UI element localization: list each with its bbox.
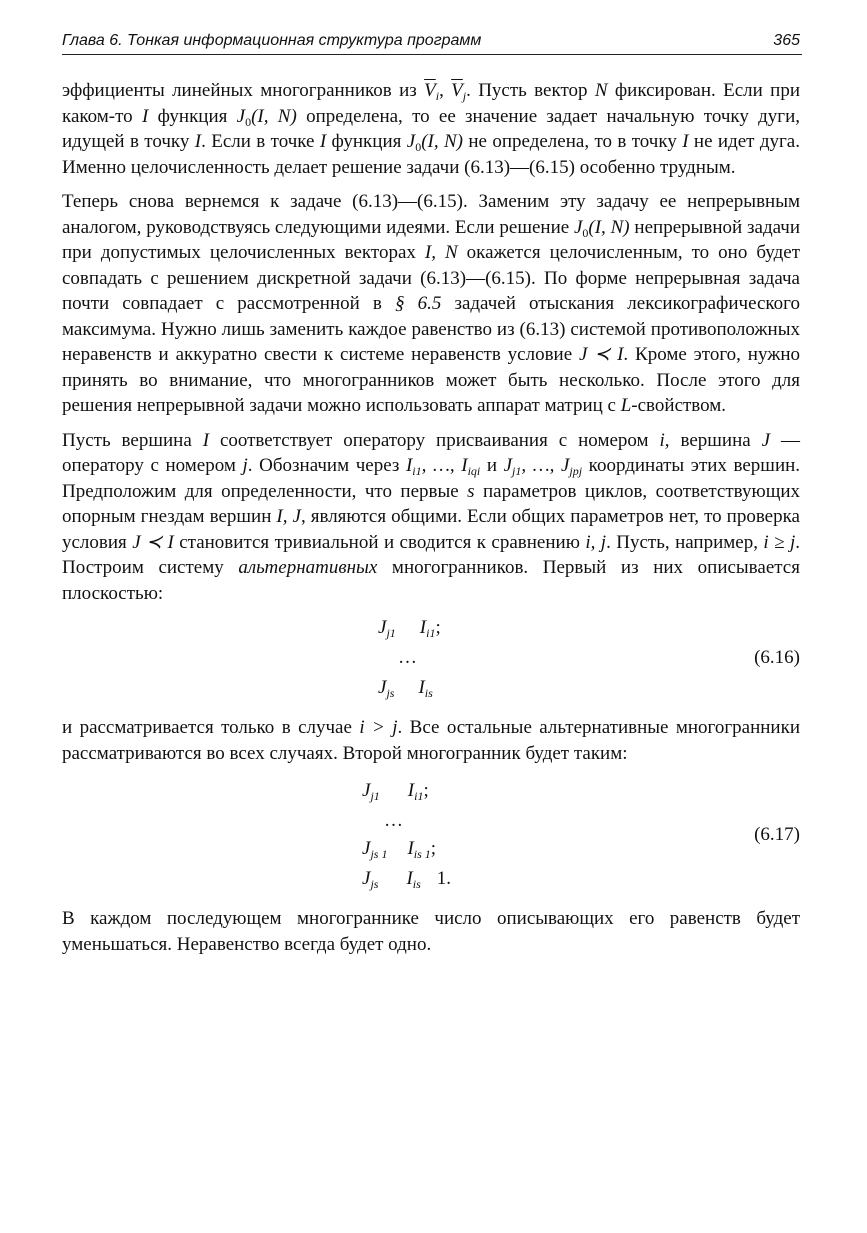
math-punct: ; — [423, 780, 429, 801]
math-var: $\overline{V}$ — [451, 80, 463, 101]
section-ref: § 6.5 — [394, 293, 442, 314]
math-sub: j1 — [370, 789, 380, 803]
math-var: I — [419, 617, 427, 638]
math-sub: js — [386, 686, 395, 700]
text: функция — [326, 131, 407, 152]
math-cond: i > j — [359, 717, 398, 738]
math-sub: i1 — [426, 626, 436, 640]
math-var: I — [682, 131, 689, 152]
formula-line — [378, 675, 433, 701]
math-var: I — [407, 780, 415, 801]
math-var: I — [141, 105, 149, 127]
math-sub: iqi — [467, 464, 481, 478]
text: . Построим систему — [62, 531, 801, 578]
math-cond: J ≺ I — [579, 344, 624, 365]
text: соответствует оператору присваивания с номером — [209, 429, 660, 451]
paragraph-1 — [62, 78, 800, 180]
math-var: J — [362, 868, 371, 889]
text: В каждом последующем многограннике число описывающих его равенств будет уменьшаться. Неравенство всегда будет одно. — [62, 908, 800, 955]
math-sub: 0 — [582, 225, 589, 240]
math-sub: j1 — [512, 464, 522, 478]
math-var: , …, I — [421, 455, 468, 476]
equation-number: (6.16) — [754, 647, 800, 668]
math-var: J — [236, 105, 246, 127]
math-var: I — [202, 429, 210, 451]
formula-line — [362, 836, 436, 862]
text: . Пусть, например, — [606, 531, 764, 553]
math-punct: ; — [435, 617, 441, 638]
math-var: J — [378, 617, 387, 638]
text: фиксирован. Если при каком-то — [62, 80, 800, 127]
text: задачей отыскания лексикографического максимума. Нужно лишь заменить каждое равенство из (6.13) системой противоположных неравенств и аккуратно свести к системе неравенств условие — [62, 293, 800, 365]
math-var: I — [319, 131, 327, 152]
math-sub: is — [424, 686, 433, 700]
math-args: (I, N) — [421, 131, 463, 152]
formula-line — [362, 866, 451, 892]
math-var: J — [378, 677, 387, 698]
math-sub: jpj — [569, 464, 583, 478]
text: параметров циклов, соответствующих опорным гнездам вершин — [62, 480, 800, 527]
math-cond: J ≺ I — [132, 531, 174, 553]
text: становится тривиальной и сводится к сравнению — [173, 531, 586, 553]
math-var: , …, J — [521, 455, 570, 476]
math-var: I — [405, 455, 413, 476]
math-var: J — [503, 455, 513, 476]
text: , — [439, 80, 452, 101]
formula-6-16 — [62, 615, 800, 705]
math-var: s — [467, 480, 475, 502]
math-args: (I, N) — [251, 105, 297, 127]
formula-line: … — [384, 810, 403, 831]
emphasis: альтернативных — [238, 557, 378, 578]
text: — оператору с номером — [62, 429, 800, 476]
chapter-title: Глава 6. Тонкая информационная структура программ — [62, 32, 482, 49]
math-sub: j1 — [386, 626, 396, 640]
formula-line: … — [398, 647, 417, 668]
math-cond: i ≥ j — [763, 531, 796, 553]
math-var: L — [620, 395, 632, 416]
text: непрерывной задачи при допустимых целочисленных векторах — [62, 216, 801, 263]
paragraph-2 — [62, 189, 800, 419]
text: , являются общими. Если общих параметров нет, то проверка условия — [62, 506, 800, 553]
math-punct: ; — [430, 838, 437, 859]
text: координаты этих вершин. Предположим для определенности, что первые — [62, 455, 801, 502]
page-number: 365 — [773, 32, 800, 49]
text: функция — [148, 105, 237, 127]
math-var: I — [194, 131, 202, 152]
paragraph-3 — [62, 428, 800, 607]
math-sub: i1 — [412, 464, 422, 478]
math-var: J — [761, 429, 771, 451]
math-var: I — [406, 868, 413, 889]
text: Пусть вершина — [62, 429, 203, 451]
text: -свойством. — [631, 395, 727, 416]
formula-line — [362, 778, 429, 804]
math-sub: 0 — [415, 140, 422, 154]
text: . Кроме этого, нужно принять во внимание, что многогранников может быть несколько. После этого для решения непрерывной задачи можно использовать аппарат матриц с — [62, 344, 800, 416]
math-var: J — [406, 131, 416, 152]
math-var: J — [362, 780, 371, 801]
math-sub: js 1 — [370, 847, 388, 861]
formula-6-17 — [62, 778, 800, 894]
text: и рассматривается только в случае — [62, 717, 360, 738]
text: определена, то ее значение задает начальную точку дуги, идущей в точку — [62, 105, 801, 152]
math-sub: 0 — [245, 114, 252, 129]
math-sub: is — [412, 877, 421, 891]
math-const: 1. — [436, 868, 452, 889]
text: не идет дуга. Именно целочисленность делает решение задачи (6.13)—(6.15) особенно трудным. — [62, 131, 800, 178]
math-var: $\overline{V}$ — [424, 80, 436, 101]
math-var: N — [594, 80, 608, 101]
running-header — [62, 30, 802, 55]
text: Теперь снова вернемся к задаче (6.13)—(6.15). Заменим эту задачу ее непрерывным аналогом, руководствуясь следующими идеями. Если решение — [62, 191, 800, 238]
math-var: I — [418, 677, 425, 698]
text: . Все остальные альтернативные многогранники рассматриваются во всех случаях. Второй многогранник будет таким: — [62, 717, 800, 764]
math-args: (I, N) — [588, 216, 630, 238]
math-sub: j — [462, 89, 467, 103]
text: . Пусть вектор — [466, 80, 595, 101]
paragraph-5 — [62, 906, 800, 957]
math-sub: js — [370, 877, 379, 891]
text: эффициенты линейных многогранников из — [62, 80, 425, 101]
math-sub: i — [435, 89, 440, 103]
text: не определена, то в точку — [462, 131, 683, 152]
math-sub: i1 — [414, 789, 424, 803]
text: . Обозначим через — [247, 455, 406, 476]
equation-number: (6.17) — [754, 824, 800, 845]
math-var: J — [573, 216, 583, 238]
page-body — [62, 78, 800, 966]
text: окажется целочисленным, то оно будет совпадать с решением дискретной задачи (6.13)—(6.15). По форме непрерывная задача почти совпадает с рассмотренной в — [62, 242, 800, 314]
math-var: I — [407, 838, 414, 859]
paragraph-4 — [62, 715, 800, 766]
text: . Если в точке — [201, 131, 320, 152]
math-var: I, N — [424, 242, 458, 263]
text: , вершина — [664, 429, 762, 451]
math-var: j — [242, 455, 248, 476]
text: и — [480, 455, 504, 476]
math-var: I, J — [276, 506, 301, 527]
math-var: i, j — [585, 531, 607, 553]
text: многогранников. Первый из них описывается плоскостью: — [62, 557, 800, 604]
math-sub: is 1 — [413, 847, 431, 861]
math-var: J — [362, 838, 371, 859]
math-var: i — [659, 429, 665, 451]
formula-line — [378, 615, 441, 641]
